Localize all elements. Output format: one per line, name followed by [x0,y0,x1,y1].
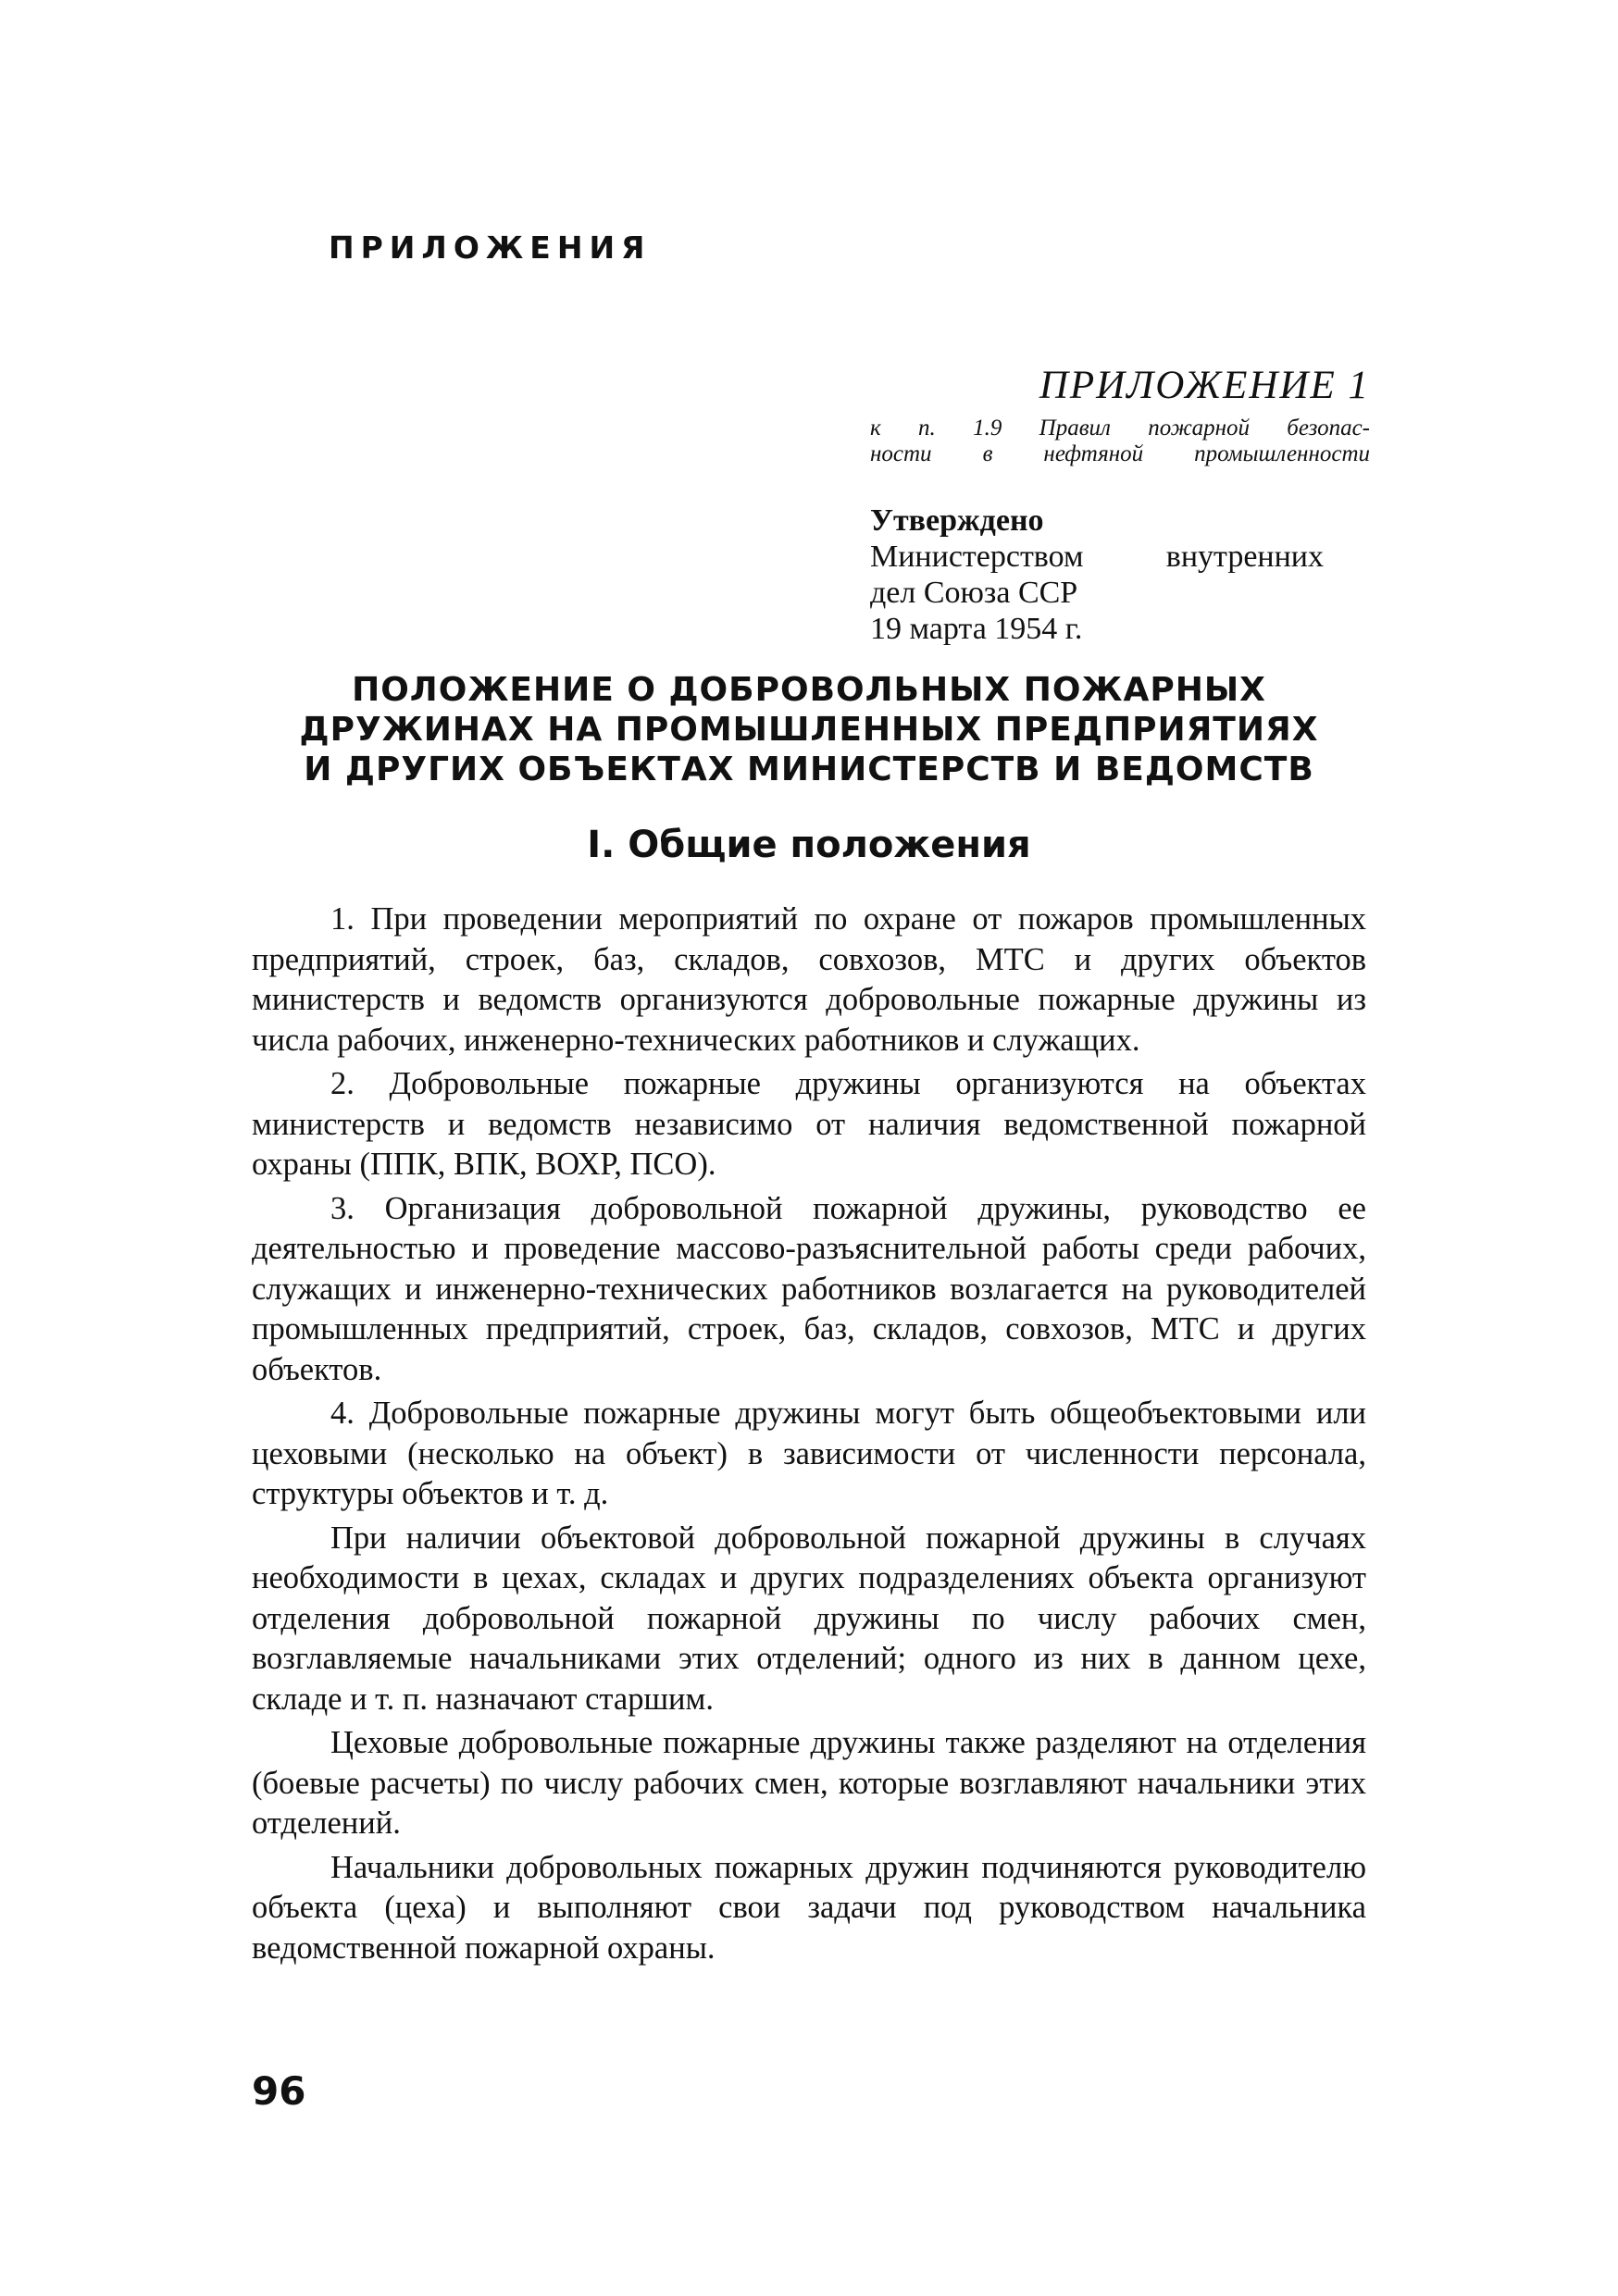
document-title-line-3: И ДРУГИХ ОБЪЕКТАХ МИНИСТЕРСТВ И ВЕДОМСТВ [304,751,1314,788]
paragraph-4: 4. Добровольные пожарные дружины могут быть общеобъектовыми или цеховыми (несколько на объект) в зависимости от численности персонала, структуры объектов и т. д. [252,1396,1366,1511]
appendix-block [870,363,1370,647]
approval-line-1: Министерством внутренних [870,540,1324,574]
paragraph-1: 1. При проведении мероприятий по охране от пожаров промышленных предприятий, строек, баз, складов, совхозов, МТС и других объектов министерств и ведомств организуются добровольные пожарные дружины из числа рабочих, инженерно-технических работников и служащих. [252,901,1366,1058]
approval-heading: Утверждено [870,503,1044,538]
document-title [278,670,1340,789]
page-number: 96 [252,2068,306,2114]
paragraph-2: 2. Добровольные пожарные дружины организуются на объектах министерств и ведомств независимо от наличия ведомственной пожарной охраны (ППК, ВПК, ВОХР, ПСО). [252,1066,1366,1182]
appendix-reference [870,416,1370,467]
section-title: ПРИЛОЖЕНИЯ [329,230,652,266]
appendix-reference-line-1: к п. 1.9 Правил пожарной безопас- [870,416,1370,441]
paragraph-6: Цеховые добровольные пожарные дружины также разделяют на отделения (боевые расчеты) по числу рабочих смен, которые возглавляют начальники этих отделений. [252,1725,1366,1841]
appendix-label: ПРИЛОЖЕНИЕ 1 [1039,364,1370,407]
approval-line-3: 19 марта 1954 г. [870,612,1083,646]
approval-block [870,503,1324,647]
paragraph-3: 3. Организация добровольной пожарной дружины, руководство ее деятельностью и проведение массово-разъяснительной работы среди рабочих, служащих и инженерно-технических работников возлагается на руководителей промышленных предприятий, строек, баз, складов, совхозов, МТС и других объектов. [252,1190,1366,1387]
paragraph-5: При наличии объектовой добровольной пожарной дружины в случаях необходимости в цехах, складах и других подразделениях объекта организуют отделения добровольной пожарной дружины по числу рабочих смен, возглавляемые начальниками этих отделений; одного из них в данном цехе, складе и т. п. назначают старшим. [252,1520,1366,1717]
body-text [252,900,1366,1972]
paragraph-7: Начальники добровольных пожарных дружин подчиняются руководителю объекта (цеха) и выполняют свои задачи под руководством начальника ведомственной пожарной охраны. [252,1849,1366,1966]
document-title-line-1: ПОЛОЖЕНИЕ О ДОБРОВОЛЬНЫХ ПОЖАРНЫХ [352,671,1266,709]
approval-line-2: дел Союза ССР [870,576,1078,610]
appendix-reference-line-2: ности в нефтяной промышленности [870,441,1370,466]
document-title-line-2: ДРУЖИНАХ НА ПРОМЫШЛЕННЫХ ПРЕДПРИЯТИЯХ [299,711,1319,749]
chapter-title: I. Общие положения [587,824,1031,866]
